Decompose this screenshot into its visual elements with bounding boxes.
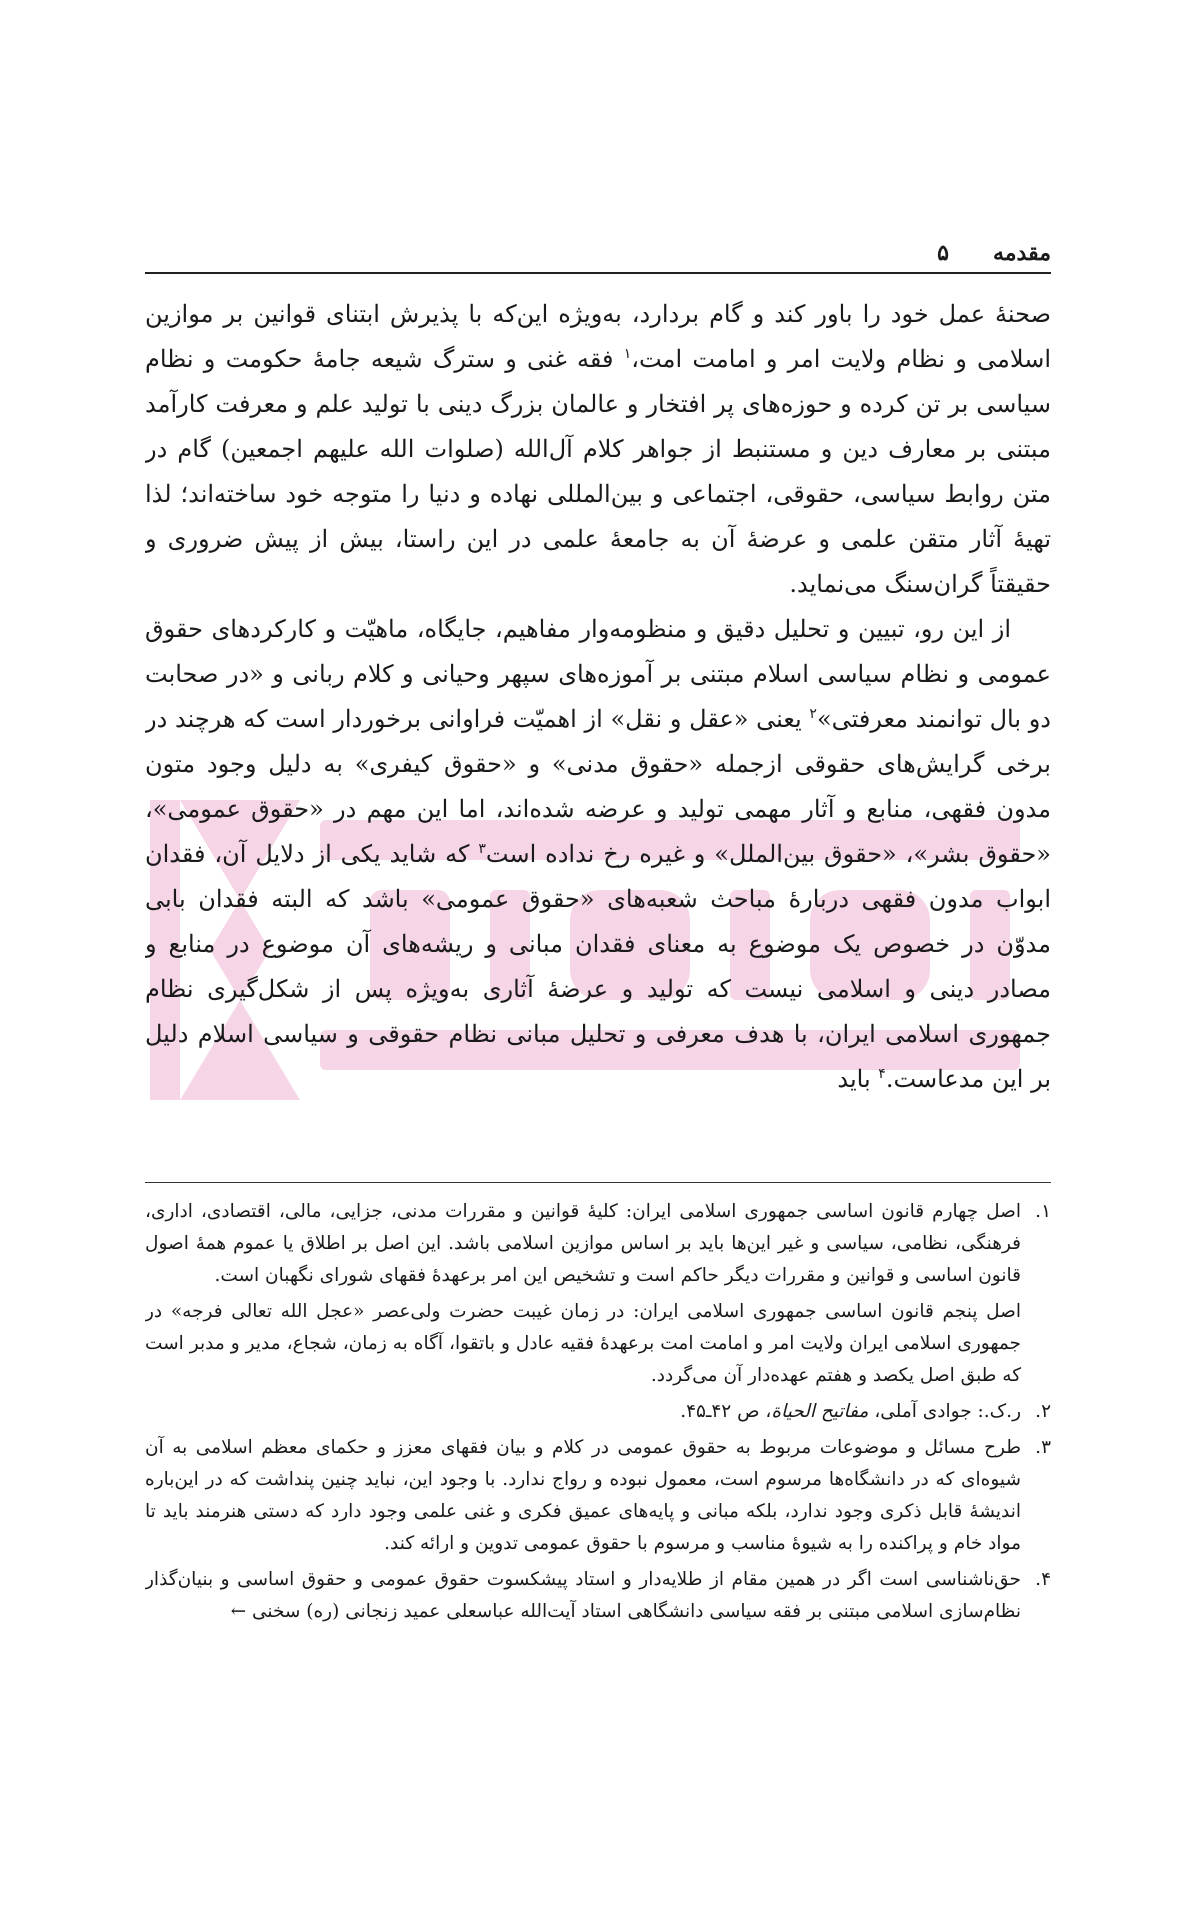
footnote-number: ۴. [1035,1569,1051,1590]
footnote-number: ۳. [1035,1437,1051,1458]
footnote-2-pre: ر.ک.: جوادی آملی، [868,1401,1021,1422]
paragraph-1-line-2a: اسلامی و نظام ولایت امر و امامت امت، [631,345,1051,373]
footnote-4 [145,1564,1051,1628]
running-head [145,230,1051,266]
header-divider [145,272,1051,274]
footnote-number: ۱. [1035,1201,1051,1222]
paragraph-2-part-b: یعنی «عقل و نقل» از اهمیّت فراوانی برخوردار است که هرچند در برخی گرایش‌های حقوقی ازجمله «حقوق مدنی» و «حقوق کیفری» به دلیل وجود متون مدون فقهی، منابع و آثار مهمی تولید و عرضه شده‌اند، اما این مهم در «حقوق عمومی»، «حقوق بشر»، «حقوق بین‌الملل» و غیره رخ نداده است [145,705,1051,868]
footnote-ref-1[interactable]: ۱ [623,346,632,362]
footnote-divider [145,1182,1051,1183]
footnote-1-continuation: اصل پنجم قانون اساسی جمهوری اسلامی ایران: در زمان غیبت حضرت ولی‌عصر «عجل الله تعالی فرجه» در جمهوری اسلامی ایران ولایت امر و امامت امت برعهدهٔ فقیه عادل و باتقوا، آگاه به زمان، شجاع، مدیر و مدبر است که طبق اصل یکصد و هفتم عهده‌دار آن می‌گردد. [145,1301,1021,1386]
footnote-1 [145,1196,1051,1292]
footnote-3 [145,1432,1051,1560]
chapter-title: مقدمه [992,240,1051,266]
footnote-text [145,1396,1021,1428]
page-number: ۵ [937,240,949,266]
paragraph-1-rest: بر تن کرده و حوزه‌های پر افتخار و عالمان بزرگ دینی با تولید علم و معرفت کارآمد مبتنی بر معارف دین و مستنبط از جواهر کلام آل‌الله (صلوات الله علیهم اجمعین) گام در متن روابط سیاسی، حقوقی، اجتماعی و بین‌المللی نهاده و دنیا را متوجه خود ساخته‌اند؛ لذا تهیهٔ آثار متقن علمی و عرضهٔ آن به جامعهٔ علمی در این راستا، بیش از پیش ضروری و حقیقتاً گران‌سنگ می‌نماید. [145,390,1051,598]
footnote-text: طرح مسائل و موضوعات مربوط به حقوق عمومی در کلام و بیان فقهای معزز و حکمای معظم اسلامی به آن شیوه‌ای که در دانشگاه‌ها مرسوم است، معمول نبوده و رواج ندارد. با وجود این، نباید چنین پنداشت که در این‌باره اندیشهٔ قابل ذکری وجود ندارد، بلکه مبانی و پایه‌های عمیق فکری و غنی علمی وجود دارد که دستی هنرمند باید تا مواد خام و پراکنده را به شیوهٔ مناسب و مرسوم با حقوق عمومی تدوین و ارائه کند. [145,1437,1021,1554]
footnote-2 [145,1396,1051,1428]
paragraph-1-line-2b: فقه غنی و سترگ شیعه جامهٔ حکومت و نظام سیاسی [145,345,1051,418]
paragraph-1 [145,292,1051,607]
book-title: مفاتیح الحیاة [771,1401,869,1422]
footnote-ref-2[interactable]: ۲ [809,706,817,722]
footnote-text: اصل چهارم قانون اساسی جمهوری اسلامی ایران: کلیهٔ قوانین و مقررات مدنی، جزایی، مالی، اقتصادی، اداری، فرهنگی، نظامی، سیاسی و غیر این‌ها باید بر اساس موازین اسلامی باشد. این اصل بر اطلاق یا عموم همهٔ اصول قانون اساسی و قوانین و مقررات دیگر حاکم است و تشخیص این امر برعهدهٔ فقهای شورای نگهبان است. [145,1201,1021,1286]
footnote-ref-4[interactable]: ۴ [878,1066,886,1082]
paragraph-1-line-1: صحنهٔ عمل خود را باور کند و گام بردارد، به‌ویژه این‌که با پذیرش ابتنای قوانین بر موازین [145,300,1051,328]
paragraph-2-part-a: از این رو، تبیین و تحلیل دقیق و منظومه‌وار مفاهیم، جایگاه، ماهیّت و کارکردهای حقوق عمومی و نظام سیاسی اسلام مبتنی بر آموزه‌های سپهر وحیانی و کلام ربانی و «در صحابت دو بال توانمند معرفتی» [145,615,1051,733]
main-text [145,292,1051,1172]
footnote-2-post: ، ص ۴۲ـ۴۵. [680,1401,772,1422]
footnotes [145,1196,1051,1796]
footnote-ref-3[interactable]: ۳ [478,841,486,857]
paragraph-2-part-c: که شاید یکی از دلایل آن، فقدان ابواب مدون فقهی دربارهٔ مباحث شعبه‌های «حقوق عمومی» باشد که البته فقدان بابی مدوّن در خصوص یک موضوع به معنای فقدان مبانی و ریشه‌های آن موضوع در منابع و مصادر دینی و اسلامی نیست که تولید و عرضهٔ آثاری به‌ویژه پس از شکل‌گیری نظام جمهوری اسلامی ایران، با هدف معرفی و تحلیل مبانی نظام حقوقی و سیاسی اسلام دلیل بر این مدعاست. [145,840,1051,1093]
paragraph-2 [145,607,1051,1102]
footnote-number: ۲. [1035,1401,1051,1422]
footnote-text: حق‌ناشناسی است اگر در همین مقام از طلایه‌دار و استاد پیشکسوت حقوق عمومی و حقوق اساسی و بنیان‌گذار نظام‌سازی اسلامی مبتنی بر فقه سیاسی دانشگاهی استاد آیت‌الله عباسعلی عمید زنجانی (ره) سخنی ← [145,1569,1021,1622]
paragraph-2-part-d: باید [837,1065,879,1093]
